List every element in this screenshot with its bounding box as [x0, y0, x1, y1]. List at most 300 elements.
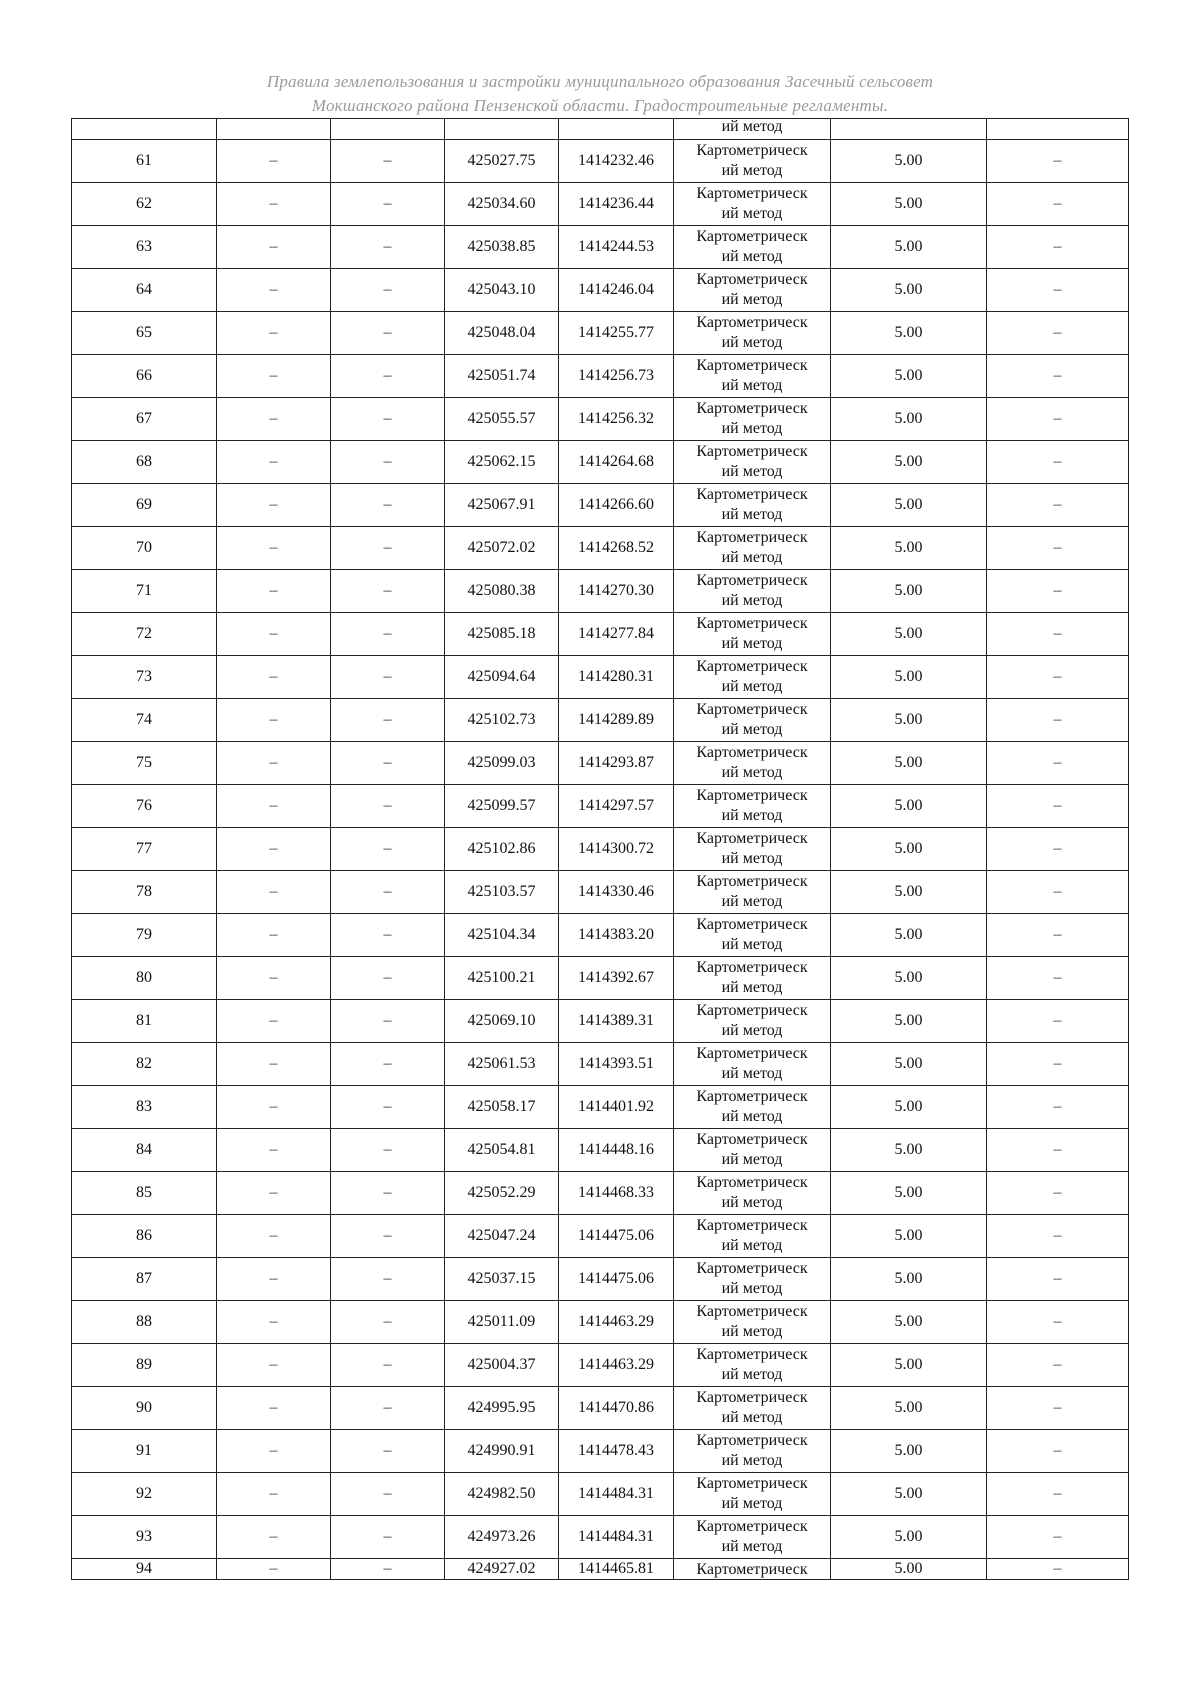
table-cell-dash: – [987, 1559, 1129, 1580]
table-cell-method [674, 613, 831, 656]
accuracy-value: 5.00 [831, 1258, 987, 1301]
table-cell-method [674, 398, 831, 441]
coordinate-y: 1414383.20 [559, 914, 674, 957]
table-row [72, 914, 1129, 957]
table-cell-dash: – [331, 484, 445, 527]
table-cell-method [674, 527, 831, 570]
method-text-line-2: ий метод [721, 377, 783, 394]
point-number: 68 [72, 441, 217, 484]
table-cell-dash: – [987, 140, 1129, 183]
table-cell-dash: – [217, 699, 331, 742]
method-text-line-2: ий метод [721, 1194, 783, 1211]
table-cell-dash: – [987, 1215, 1129, 1258]
table-row [72, 1258, 1129, 1301]
table-cell-method [674, 871, 831, 914]
coordinate-y: 1414475.06 [559, 1258, 674, 1301]
method-text-line-2: ий метод [721, 721, 783, 738]
table-cell [72, 119, 217, 140]
coordinate-x: 424973.26 [445, 1516, 559, 1559]
coordinate-y: 1414289.89 [559, 699, 674, 742]
method-text-line-2: ий метод [721, 291, 783, 308]
table-row [72, 1430, 1129, 1473]
table-cell-method [674, 1473, 831, 1516]
coordinate-y: 1414392.67 [559, 957, 674, 1000]
table-cell-dash: – [987, 183, 1129, 226]
coordinate-y: 1414463.29 [559, 1344, 674, 1387]
table-cell-method [674, 119, 831, 140]
table-cell-dash: – [217, 914, 331, 957]
point-number: 74 [72, 699, 217, 742]
table-row [72, 1473, 1129, 1516]
table-row [72, 957, 1129, 1000]
table-cell-dash: – [331, 140, 445, 183]
method-text-line-2: ий метод [721, 1409, 783, 1426]
table-row [72, 140, 1129, 183]
point-number: 76 [72, 785, 217, 828]
table-cell-dash: – [987, 871, 1129, 914]
method-text-line-2: ий метод [721, 1022, 783, 1039]
method-text-line-1: Картометрическ [696, 744, 808, 761]
coordinate-y: 1414280.31 [559, 656, 674, 699]
table-cell-dash: – [217, 441, 331, 484]
table-cell-dash: – [217, 656, 331, 699]
table-cell-dash: – [331, 957, 445, 1000]
table-cell-dash: – [987, 1043, 1129, 1086]
method-text-line-1: Картометрическ [696, 1260, 808, 1277]
method-text-line-2: ий метод [721, 205, 783, 222]
table-cell-dash: – [331, 226, 445, 269]
accuracy-value: 5.00 [831, 1387, 987, 1430]
table-cell-dash: – [331, 914, 445, 957]
table-row [72, 613, 1129, 656]
table-cell-dash: – [331, 1516, 445, 1559]
table-cell-dash: – [331, 398, 445, 441]
coordinate-x: 425067.91 [445, 484, 559, 527]
method-text-line-1: Картометрическ [696, 142, 808, 159]
table-cell-dash: – [217, 1000, 331, 1043]
coordinate-x: 425058.17 [445, 1086, 559, 1129]
coordinate-x: 425103.57 [445, 871, 559, 914]
method-text-line-2: ий метод [721, 635, 783, 652]
table-cell-dash: – [987, 398, 1129, 441]
coordinate-y: 1414401.92 [559, 1086, 674, 1129]
method-text-line-1: Картометрическ [696, 615, 808, 632]
table-cell-method [674, 140, 831, 183]
table-row [72, 312, 1129, 355]
table-cell [831, 119, 987, 140]
table-cell-method [674, 183, 831, 226]
table-cell-dash: – [217, 871, 331, 914]
method-text-line-1: Картометрическ [696, 1217, 808, 1234]
table-row [72, 1086, 1129, 1129]
page-header [0, 70, 1200, 118]
table-cell-dash: – [217, 269, 331, 312]
method-text-line-2: ий метод [721, 1323, 783, 1340]
point-number: 71 [72, 570, 217, 613]
point-number: 66 [72, 355, 217, 398]
table-cell-dash: – [987, 613, 1129, 656]
table-cell-dash: – [331, 355, 445, 398]
point-number: 92 [72, 1473, 217, 1516]
accuracy-value: 5.00 [831, 1430, 987, 1473]
coordinate-x: 425061.53 [445, 1043, 559, 1086]
table-cell-dash: – [331, 1344, 445, 1387]
table-row [72, 828, 1129, 871]
table-cell-dash: – [987, 742, 1129, 785]
table-cell-dash: – [331, 785, 445, 828]
table-cell-method [674, 1086, 831, 1129]
table-cell-dash: – [987, 1387, 1129, 1430]
table-cell-method [674, 1000, 831, 1043]
table-cell-dash: – [987, 1301, 1129, 1344]
table-cell-dash: – [987, 828, 1129, 871]
coordinate-x: 425055.57 [445, 398, 559, 441]
method-text-line-2: ий метод [721, 463, 783, 480]
point-number: 77 [72, 828, 217, 871]
accuracy-value: 5.00 [831, 570, 987, 613]
method-text-line-1: Картометрическ [696, 1432, 808, 1449]
point-number: 61 [72, 140, 217, 183]
point-number: 89 [72, 1344, 217, 1387]
coordinate-y: 1414256.73 [559, 355, 674, 398]
table-cell-dash: – [987, 570, 1129, 613]
table-cell-dash: – [987, 1258, 1129, 1301]
table-cell-dash: – [331, 656, 445, 699]
coordinate-x: 425102.73 [445, 699, 559, 742]
table-cell-dash: – [217, 312, 331, 355]
table-cell-dash: – [331, 1086, 445, 1129]
table-cell-dash: – [217, 355, 331, 398]
method-text: Картометрическ [696, 1561, 808, 1578]
coordinate-x: 425094.64 [445, 656, 559, 699]
coordinate-x: 424990.91 [445, 1430, 559, 1473]
table-cell-dash: – [217, 1516, 331, 1559]
method-text-line-1: Картометрическ [696, 1045, 808, 1062]
method-text-line-2: ий метод [721, 678, 783, 695]
coordinate-y: 1414393.51 [559, 1043, 674, 1086]
coordinate-y: 1414293.87 [559, 742, 674, 785]
table-cell-method [674, 785, 831, 828]
method-text-line-1: Картометрическ [696, 830, 808, 847]
table-cell-dash: – [331, 1000, 445, 1043]
table-cell-method [674, 1344, 831, 1387]
table-cell-dash: – [217, 226, 331, 269]
table-cell-method [674, 699, 831, 742]
coordinate-y: 1414484.31 [559, 1473, 674, 1516]
coordinate-y: 1414277.84 [559, 613, 674, 656]
method-text-line-2: ий метод [721, 850, 783, 867]
method-text-line-1: Картометрическ [696, 271, 808, 288]
accuracy-value: 5.00 [831, 1000, 987, 1043]
table-row [72, 183, 1129, 226]
table-cell-method [674, 441, 831, 484]
table-cell-method [674, 1043, 831, 1086]
coordinates-table [71, 118, 1129, 1580]
table-cell-dash: – [331, 1559, 445, 1580]
table-cell-dash: – [987, 1086, 1129, 1129]
method-text-line-2: ий метод [721, 549, 783, 566]
accuracy-value: 5.00 [831, 1086, 987, 1129]
table-cell-dash: – [987, 785, 1129, 828]
method-text-line-2: ий метод [721, 592, 783, 609]
table-cell-dash: – [217, 1344, 331, 1387]
table-cell-dash: – [331, 1258, 445, 1301]
point-number: 93 [72, 1516, 217, 1559]
accuracy-value: 5.00 [831, 828, 987, 871]
method-text-line-2: ий метод [721, 764, 783, 781]
method-text-line-1: Картометрическ [696, 1131, 808, 1148]
coordinate-y: 1414236.44 [559, 183, 674, 226]
table-row [72, 527, 1129, 570]
table-cell-dash: – [217, 613, 331, 656]
coordinate-x: 425069.10 [445, 1000, 559, 1043]
table-cell [445, 119, 559, 140]
point-number: 73 [72, 656, 217, 699]
table-row [72, 355, 1129, 398]
table-cell-method [674, 1215, 831, 1258]
point-number: 79 [72, 914, 217, 957]
table-cell-dash: – [217, 1430, 331, 1473]
table-cell-dash: – [217, 1043, 331, 1086]
table-cell-method [674, 1172, 831, 1215]
point-number: 91 [72, 1430, 217, 1473]
coordinate-x: 425047.24 [445, 1215, 559, 1258]
method-text-line-2: ий метод [721, 248, 783, 265]
table-cell-dash: – [217, 785, 331, 828]
coordinate-y: 1414232.46 [559, 140, 674, 183]
table-cell-dash: – [331, 570, 445, 613]
table-cell-method [674, 656, 831, 699]
table-cell-dash: – [217, 1301, 331, 1344]
method-text-line-1: Картометрическ [696, 787, 808, 804]
method-text-line-2: ий метод [721, 1151, 783, 1168]
table-cell [559, 119, 674, 140]
table-cell-dash: – [331, 1215, 445, 1258]
method-text-line-1: Картометрическ [696, 1346, 808, 1363]
coordinate-x: 425034.60 [445, 183, 559, 226]
table-cell [987, 119, 1129, 140]
table-cell-dash: – [987, 914, 1129, 957]
table-cell-dash: – [331, 742, 445, 785]
coordinate-y: 1414244.53 [559, 226, 674, 269]
table-cell-dash: – [217, 1172, 331, 1215]
table-cell-dash: – [331, 613, 445, 656]
table-cell-dash: – [217, 1086, 331, 1129]
table-cell-dash: – [987, 1129, 1129, 1172]
table-cell-method [674, 957, 831, 1000]
table-cell-dash: – [331, 1473, 445, 1516]
table-row [72, 656, 1129, 699]
point-number: 82 [72, 1043, 217, 1086]
method-text-line-1: Картометрическ [696, 873, 808, 890]
table-cell-dash: – [987, 1344, 1129, 1387]
point-number: 83 [72, 1086, 217, 1129]
table-row-last [72, 1559, 1129, 1580]
table-row [72, 1000, 1129, 1043]
coordinate-y: 1414465.81 [559, 1559, 674, 1580]
table-cell-method [674, 570, 831, 613]
accuracy-value: 5.00 [831, 140, 987, 183]
table-cell-dash: – [331, 312, 445, 355]
coordinates-table-body [72, 119, 1129, 1580]
table-cell-dash: – [217, 484, 331, 527]
method-text-line-1: Картометрическ [696, 1389, 808, 1406]
table-cell-method [674, 1258, 831, 1301]
table-cell-dash: – [987, 312, 1129, 355]
method-text-line-2: ий метод [721, 1280, 783, 1297]
table-cell-dash: – [331, 871, 445, 914]
table-cell-dash: – [217, 183, 331, 226]
coordinate-y: 1414246.04 [559, 269, 674, 312]
coordinate-x: 425072.02 [445, 527, 559, 570]
coordinate-y: 1414389.31 [559, 1000, 674, 1043]
table-row [72, 398, 1129, 441]
accuracy-value: 5.00 [831, 484, 987, 527]
table-cell-method [674, 226, 831, 269]
accuracy-value: 5.00 [831, 656, 987, 699]
table-cell-dash: – [331, 1430, 445, 1473]
point-number: 65 [72, 312, 217, 355]
method-text-line-1: Картометрическ [696, 1518, 808, 1535]
table-cell-method [674, 1129, 831, 1172]
method-text-line-1: Картометрическ [696, 959, 808, 976]
table-cell-dash: – [987, 1000, 1129, 1043]
method-text-line-1: Картометрическ [696, 314, 808, 331]
accuracy-value: 5.00 [831, 1172, 987, 1215]
point-number: 67 [72, 398, 217, 441]
coordinate-x: 425102.86 [445, 828, 559, 871]
accuracy-value: 5.00 [831, 1215, 987, 1258]
accuracy-value: 5.00 [831, 871, 987, 914]
method-text-line-1: Картометрическ [696, 1002, 808, 1019]
point-number: 84 [72, 1129, 217, 1172]
coordinate-x: 425043.10 [445, 269, 559, 312]
coordinate-x: 425099.57 [445, 785, 559, 828]
coordinate-y: 1414470.86 [559, 1387, 674, 1430]
accuracy-value: 5.00 [831, 312, 987, 355]
method-text-line-1: Картометрическ [696, 572, 808, 589]
method-text-line-2: ий метод [721, 420, 783, 437]
table-cell-dash: – [331, 699, 445, 742]
table-cell-method [674, 828, 831, 871]
method-text-line-1: Картометрическ [696, 701, 808, 718]
point-number: 78 [72, 871, 217, 914]
table-cell-method [674, 1430, 831, 1473]
method-text-line-1: Картометрическ [696, 1088, 808, 1105]
table-cell-dash: – [331, 1129, 445, 1172]
accuracy-value: 5.00 [831, 1559, 987, 1580]
accuracy-value: 5.00 [831, 1129, 987, 1172]
accuracy-value: 5.00 [831, 613, 987, 656]
table-cell-dash: – [331, 1301, 445, 1344]
point-number: 72 [72, 613, 217, 656]
coordinate-x: 424982.50 [445, 1473, 559, 1516]
table-cell-dash: – [331, 828, 445, 871]
method-text-line-1: Картометрическ [696, 658, 808, 675]
coordinate-y: 1414256.32 [559, 398, 674, 441]
table-cell-dash: – [217, 828, 331, 871]
table-row [72, 1301, 1129, 1344]
table-row [72, 871, 1129, 914]
table-cell-dash: – [217, 1215, 331, 1258]
coordinate-x: 424995.95 [445, 1387, 559, 1430]
method-text-line-1: Картометрическ [696, 486, 808, 503]
method-text-line-2: ий метод [721, 1108, 783, 1125]
table-cell-dash: – [217, 527, 331, 570]
method-text-line-2: ий метод [721, 334, 783, 351]
coordinate-y: 1414255.77 [559, 312, 674, 355]
table-cell-dash: – [217, 957, 331, 1000]
table-row [72, 269, 1129, 312]
coordinate-x: 424927.02 [445, 1559, 559, 1580]
accuracy-value: 5.00 [831, 226, 987, 269]
method-text-line-2: ий метод [721, 506, 783, 523]
coordinate-x: 425100.21 [445, 957, 559, 1000]
table-cell-method [674, 1301, 831, 1344]
table-row [72, 484, 1129, 527]
table-cell-dash: – [331, 183, 445, 226]
table-cell-dash: – [331, 1043, 445, 1086]
table-cell-dash: – [217, 1129, 331, 1172]
accuracy-value: 5.00 [831, 699, 987, 742]
table-cell [331, 119, 445, 140]
table-cell-method [674, 355, 831, 398]
coordinate-x: 425104.34 [445, 914, 559, 957]
table-row [72, 742, 1129, 785]
accuracy-value: 5.00 [831, 355, 987, 398]
table-cell-dash: – [217, 1387, 331, 1430]
accuracy-value: 5.00 [831, 398, 987, 441]
table-cell-dash: – [987, 957, 1129, 1000]
table-cell-dash: – [217, 742, 331, 785]
accuracy-value: 5.00 [831, 914, 987, 957]
coordinate-y: 1414448.16 [559, 1129, 674, 1172]
accuracy-value: 5.00 [831, 785, 987, 828]
table-cell-dash: – [987, 527, 1129, 570]
point-number: 87 [72, 1258, 217, 1301]
table-row [72, 1516, 1129, 1559]
coordinate-y: 1414270.30 [559, 570, 674, 613]
accuracy-value: 5.00 [831, 1516, 987, 1559]
coordinate-y: 1414484.31 [559, 1516, 674, 1559]
accuracy-value: 5.00 [831, 183, 987, 226]
table-cell-method [674, 742, 831, 785]
point-number: 94 [72, 1559, 217, 1580]
table-row [72, 1387, 1129, 1430]
point-number: 85 [72, 1172, 217, 1215]
table-cell-dash: – [987, 441, 1129, 484]
coordinate-x: 425062.15 [445, 441, 559, 484]
accuracy-value: 5.00 [831, 1043, 987, 1086]
table-row [72, 1043, 1129, 1086]
method-text-line-1: Картометрическ [696, 916, 808, 933]
table-row [72, 1215, 1129, 1258]
coordinate-y: 1414468.33 [559, 1172, 674, 1215]
table-cell-dash: – [217, 1473, 331, 1516]
accuracy-value: 5.00 [831, 1473, 987, 1516]
accuracy-value: 5.00 [831, 441, 987, 484]
coordinate-x: 425027.75 [445, 140, 559, 183]
coordinate-x: 425048.04 [445, 312, 559, 355]
table-cell-dash: – [987, 1516, 1129, 1559]
method-text-line-2: ий метод [721, 1237, 783, 1254]
table-cell-dash: – [987, 355, 1129, 398]
coordinate-x: 425037.15 [445, 1258, 559, 1301]
method-text-line-1: Картометрическ [696, 357, 808, 374]
point-number: 62 [72, 183, 217, 226]
table-cell-method [674, 1516, 831, 1559]
point-number: 69 [72, 484, 217, 527]
